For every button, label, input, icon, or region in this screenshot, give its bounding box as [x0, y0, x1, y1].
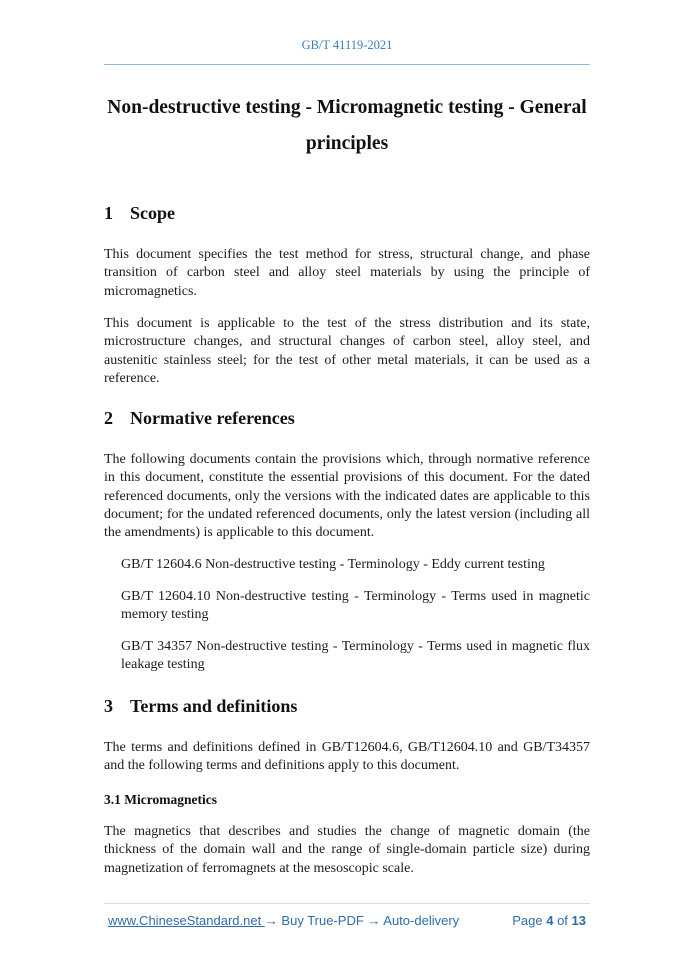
- footer-promo-text: → Buy True-PDF → Auto-delivery: [264, 913, 460, 928]
- normative-references-paragraph: The following documents contain the provisions which, through normative reference in this document, constitute the essential provisions of this document. For the dated referenced documents, only the versions with the indicated dates are applicable to this document; for the undated referenced documents, only the latest version (including all the amendments) is applicable to this document.: [104, 452, 590, 541]
- subsection-heading-micromagnetics: 3.1 Micromagnetics: [104, 792, 217, 807]
- page-indicator: [512, 913, 586, 928]
- total-pages-number: 13: [571, 913, 586, 928]
- section-title: Normative references: [130, 408, 295, 428]
- terms-intro-paragraph: The terms and definitions defined in GB/T12604.6, GB/T12604.10 and GB/T34357 and the following terms and definitions apply to this document.: [104, 740, 590, 774]
- page-footer: [108, 913, 586, 928]
- scope-paragraph-1: This document specifies the test method for stress, structural change, and phase transition of carbon steel and alloy steel materials by using the principle of micromagnetics.: [104, 247, 590, 299]
- section-number: 3: [104, 696, 113, 716]
- reference-item: GB/T 34357 Non-destructive testing - Terminology - Terms used in magnetic flux leakage testing: [121, 639, 590, 673]
- running-header: GB/T 41119-2021: [301, 38, 393, 52]
- page-of-label: of: [557, 913, 568, 928]
- micromagnetics-definition: The magnetics that describes and studies the change of magnetic domain (the thickness of the domain wall and the range of single-domain particle size) during magnetization of ferromagnets at the mesoscopic scale.: [104, 824, 590, 876]
- section-title: Terms and definitions: [130, 696, 298, 716]
- document-title: [104, 90, 590, 162]
- header-divider: [104, 64, 590, 65]
- section-heading-scope: [104, 203, 175, 224]
- reference-item: GB/T 12604.6 Non-destructive testing - Terminology - Eddy current testing: [121, 557, 545, 572]
- current-page-number: 4: [546, 913, 554, 928]
- section-number: 2: [104, 408, 113, 428]
- reference-item: GB/T 12604.10 Non-destructive testing - Terminology - Terms used in magnetic memory testing: [121, 589, 590, 623]
- section-number: 1: [104, 203, 113, 223]
- section-title: Scope: [130, 203, 175, 223]
- footer-divider: [104, 903, 590, 904]
- chinese-standard-link[interactable]: www.ChineseStandard.net: [108, 913, 265, 928]
- document-title-line-1: Non-destructive testing - Micromagnetic testing - General: [107, 97, 587, 118]
- page-label: Page: [512, 913, 543, 928]
- document-title-line-2: principles: [305, 133, 389, 154]
- section-heading-normative-references: [104, 408, 295, 429]
- scope-paragraph-2: This document is applicable to the test of the stress distribution and its state, microstructure changes, and structural changes of carbon steel, alloy steel, and austenitic stainless steel; for the test of other metal materials, it can be used as a reference.: [104, 316, 590, 386]
- section-heading-terms-and-definitions: [104, 696, 297, 717]
